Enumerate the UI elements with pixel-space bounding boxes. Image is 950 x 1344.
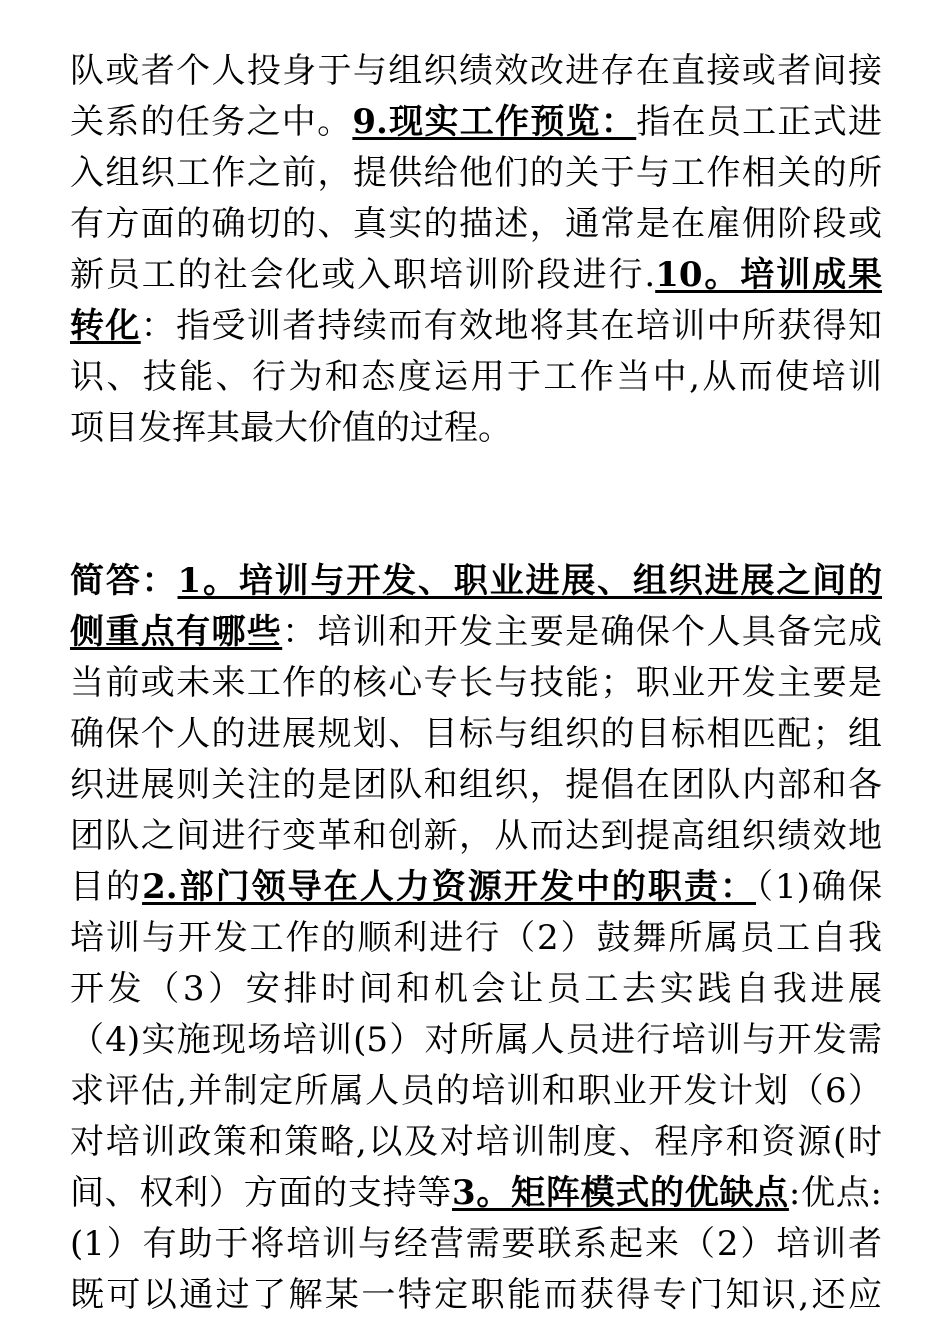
question-heading: 侧重点有哪些 bbox=[70, 612, 283, 652]
text-line bbox=[70, 148, 882, 199]
text-run: 队或者个人投身于与组织绩效改进存在直接或者间接 bbox=[70, 51, 882, 91]
question-heading: 1。培训与开发、职业进展、组织进展之间的 bbox=[177, 561, 883, 601]
text-line bbox=[70, 862, 882, 913]
text-run: 当前或未来工作的核心专长与技能；职业开发主要是 bbox=[70, 663, 882, 703]
text-line bbox=[70, 1066, 882, 1117]
text-line bbox=[70, 301, 882, 352]
text-run: 识、技能、行为和态度运用于工作当中,从而使培训 bbox=[70, 357, 882, 397]
paragraph-gap bbox=[70, 454, 882, 556]
text-line bbox=[70, 250, 882, 301]
text-run: 既可以通过了解某一特定职能而获得专门知识,还应 bbox=[70, 1275, 882, 1315]
text-line bbox=[70, 811, 882, 862]
text-run: 目的 bbox=[70, 867, 143, 907]
text-line bbox=[70, 709, 882, 760]
text-run: (1）有助于将培训与经营需要联系起来（2）培训者 bbox=[70, 1224, 882, 1264]
text-line bbox=[70, 97, 882, 148]
text-line bbox=[70, 1270, 882, 1321]
text-line bbox=[70, 1015, 882, 1066]
text-line bbox=[70, 1219, 882, 1270]
text-run: （4)实施现场培训(5）对所属人员进行培训与开发需 bbox=[70, 1020, 882, 1060]
text-run: 织进展则关注的是团队和组织，提倡在团队内部和各 bbox=[70, 765, 882, 805]
text-run: 新员工的社会化或入职培训阶段进行. bbox=[70, 255, 656, 295]
question-heading: 2.部门领导在人力资源开发中的职责： bbox=[142, 867, 757, 907]
text-line bbox=[70, 1168, 882, 1219]
text-line bbox=[70, 760, 882, 811]
section-label: 简答： bbox=[70, 561, 178, 601]
text-line bbox=[70, 403, 882, 454]
term-heading: 10。培训成果 bbox=[655, 255, 882, 295]
text-line bbox=[70, 913, 882, 964]
text-run: 对培训政策和策略,以及对培训制度、程序和资源(时 bbox=[70, 1122, 882, 1162]
text-line bbox=[70, 556, 882, 607]
text-run: ：指受训者持续而有效地将其在培训中所获得知 bbox=[140, 306, 883, 346]
text-run: 项目发挥其最大价值的过程。 bbox=[70, 408, 512, 448]
text-run: 关系的任务之中。 bbox=[70, 102, 353, 142]
document-page bbox=[70, 46, 882, 1321]
text-run: 指在员工正式进 bbox=[636, 102, 883, 142]
text-run: 团队之间进行变革和创新，从而达到提高组织绩效地 bbox=[70, 816, 882, 856]
text-run: 开发（3）安排时间和机会让员工去实践自我进展 bbox=[70, 969, 882, 1009]
text-line bbox=[70, 352, 882, 403]
text-line bbox=[70, 46, 882, 97]
text-line bbox=[70, 199, 882, 250]
text-run: 确保个人的进展规划、目标与组织的目标相匹配；组 bbox=[70, 714, 882, 754]
term-heading: 转化 bbox=[70, 306, 141, 346]
text-run: ：培训和开发主要是确保个人具备完成 bbox=[282, 612, 883, 652]
text-run: 有方面的确切的、真实的描述，通常是在雇佣阶段或 bbox=[70, 204, 882, 244]
text-run: 培训与开发工作的顺利进行（2）鼓舞所属员工自我 bbox=[70, 918, 882, 958]
text-run: 入组织工作之前，提供给他们的关于与工作相关的所 bbox=[70, 153, 882, 193]
text-run: 间、权利）方面的支持等 bbox=[70, 1173, 452, 1213]
text-run: :优点: bbox=[788, 1173, 882, 1213]
text-line bbox=[70, 607, 882, 658]
text-line bbox=[70, 658, 882, 709]
text-run: （1)确保 bbox=[756, 867, 882, 907]
text-run: 求评估,并制定所属人员的培训和职业开发计划（6） bbox=[70, 1071, 882, 1111]
text-line bbox=[70, 1117, 882, 1168]
text-line bbox=[70, 964, 882, 1015]
term-heading: 9.现实工作预览： bbox=[352, 102, 637, 142]
question-heading: 3。矩阵模式的优缺点 bbox=[451, 1173, 789, 1213]
